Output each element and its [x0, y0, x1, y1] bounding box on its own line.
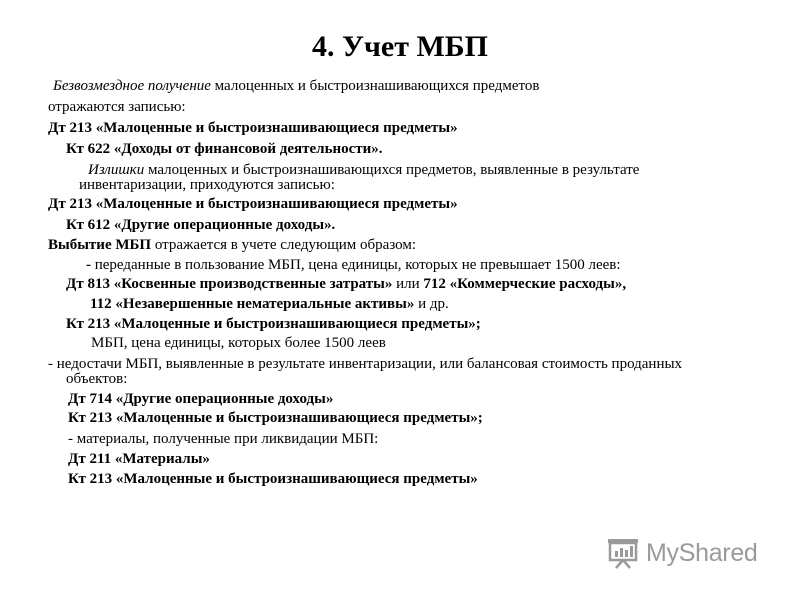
- line-text: малоценных и быстроизнашивающихся предметов, выявленные в результате: [144, 162, 640, 178]
- myshared-watermark: [606, 536, 758, 570]
- line-text: или: [392, 276, 424, 292]
- dash-marker: -: [86, 257, 95, 273]
- journal-entry-debit: [66, 276, 626, 292]
- italic-term: Излишки: [88, 162, 145, 178]
- journal-entry-credit: Кт 213 «Малоценные и быстроизнашивающиеся предметы»: [68, 471, 478, 487]
- text-line: - недостачи МБП, выявленные в результате инвентаризации, или балансовая стоимость проданных: [48, 356, 683, 372]
- line-text: и др.: [414, 296, 449, 312]
- text-line: инвентаризации, приходуются записью:: [79, 177, 335, 193]
- account-alt: 112 «Незавершенные нематериальные активы»: [90, 296, 415, 312]
- line-text: отражается в учете следующим образом:: [151, 237, 417, 253]
- text-line: МБП, цена единицы, которых более 1500 леев: [91, 335, 386, 351]
- journal-entry-debit: Дт 213 «Малоценные и быстроизнашивающиеся предметы»: [48, 120, 458, 136]
- text-line: объектов:: [66, 371, 128, 387]
- journal-entry-debit: Дт 211 «Материалы»: [68, 451, 210, 467]
- account-alt: 712 «Коммерческие расходы»,: [423, 276, 627, 292]
- watermark-text: MyShared: [646, 538, 758, 567]
- journal-entry-debit: Дт 213 «Малоценные и быстроизнашивающиеся предметы»: [48, 196, 458, 212]
- presentation-board-icon: [606, 537, 640, 569]
- account-debit: Дт 813 «Косвенные производственные затраты»: [66, 276, 393, 292]
- line-text: малоценных и быстроизнашивающихся предметов: [210, 78, 540, 94]
- journal-entry-credit: Кт 213 «Малоценные и быстроизнашивающиеся предметы»;: [68, 410, 483, 426]
- text-line: - материалы, полученные при ликвидации МБП:: [68, 431, 379, 447]
- slide-title: 4. Учет МБП: [312, 30, 488, 63]
- text-line: отражаются записью:: [48, 99, 186, 115]
- bold-term: Выбытие МБП: [48, 237, 152, 253]
- text-line: [90, 296, 449, 312]
- journal-entry-credit: Кт 622 «Доходы от финансовой деятельности».: [66, 141, 383, 157]
- text-line: [48, 237, 416, 253]
- text-line: [86, 257, 621, 273]
- italic-term: Безвозмездное получение: [53, 78, 211, 94]
- line-text: переданные в пользование МБП, цена единицы, которых не превышает 1500 леев:: [94, 257, 621, 273]
- text-line: [53, 78, 539, 94]
- journal-entry-credit: Кт 612 «Другие операционные доходы».: [66, 217, 336, 233]
- text-line: [88, 162, 639, 178]
- journal-entry-debit: Дт 714 «Другие операционные доходы»: [68, 391, 334, 407]
- journal-entry-credit: Кт 213 «Малоценные и быстроизнашивающиеся предметы»;: [66, 316, 481, 332]
